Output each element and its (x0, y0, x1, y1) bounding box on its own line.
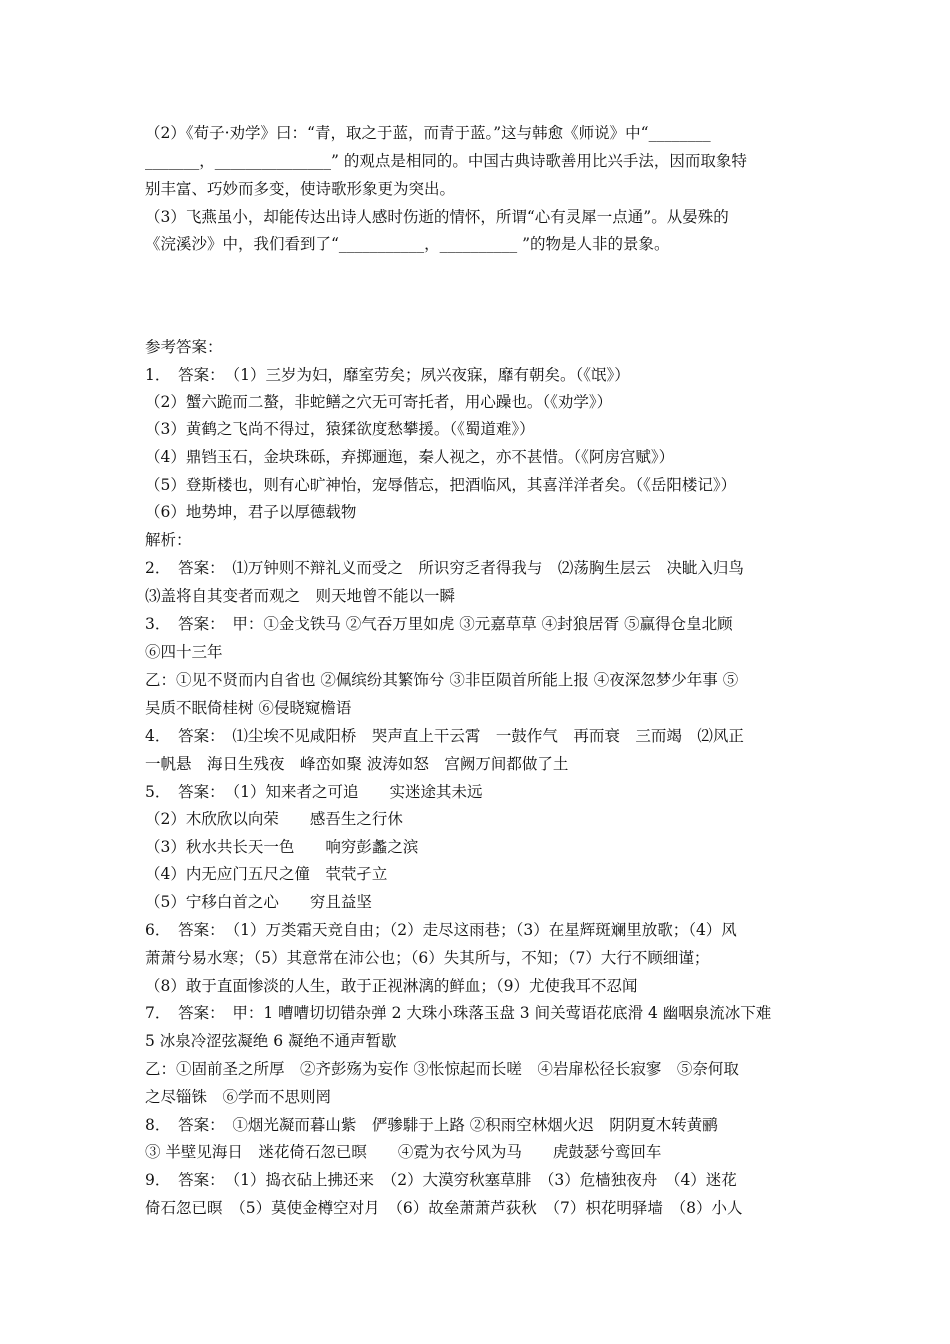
question-2-line-2: _______，_______________” 的观点是相同的。中国古典诗歌善用比兴手法，因而取象特 (145, 152, 747, 170)
answer-line: 9． 答案： （1）捣衣砧上拂还来 （2）大漠穷秋塞草腓 （3）危樯独夜舟 （4）迷花 (145, 1171, 737, 1189)
answer-line: 6． 答案： （1）万类霜天竞自由；（2）走尽这雨巷；（3）在星辉斑斓里放歌；（4）风 (145, 921, 737, 939)
answer-line: （3）秋水共长天一色 响穷彭蠡之滨 (145, 838, 419, 856)
answer-line: 1． 答案： （1）三岁为妇，靡室劳矣；夙兴夜寐，靡有朝矣。（《氓》） (145, 366, 630, 384)
answer-line: 5 冰泉冷涩弦凝绝 6 凝绝不通声暂歇 (145, 1032, 397, 1050)
answers-heading: 参考答案： (145, 338, 223, 356)
answer-line: 之尽锱铢 ⑥学而不思则罔 (145, 1088, 332, 1106)
answer-line: 7． 答案： 甲：1 嘈嘈切切错杂弹 2 大珠小珠落玉盘 3 间关莺语花底滑 4 幽咽泉流冰下难 (145, 1004, 772, 1022)
question-2-line-3: 别丰富、巧妙而多变，使诗歌形象更为突出。 (145, 180, 456, 198)
answer-line: （5）登斯楼也，则有心旷神怡，宠辱偕忘，把酒临风，其喜洋洋者矣。（《岳阳楼记》） (145, 476, 737, 494)
answer-line: 2． 答案： ⑴万钟则不辩礼义而受之 所识穷乏者得我与 ⑵荡胸生层云 决眦入归鸟 (145, 559, 744, 577)
answer-line: 3． 答案： 甲：①金戈铁马 ②气吞万里如虎 ③元嘉草草 ④封狼居胥 ⑤赢得仓皇北顾 (145, 615, 733, 633)
answer-line: 5． 答案： （1）知来者之可追 实迷途其未远 (145, 783, 483, 801)
answer-line: 倚石忽已暝 （5）莫使金樽空对月 （6）故垒萧萧芦荻秋 （7）枳花明驿墙 （8）小人 (145, 1199, 743, 1217)
answer-line: 解析： (145, 531, 192, 549)
answer-line: 萧萧兮易水寒；（5）其意常在沛公也；（6）失其所与，不知；（7）大行不顾细谨； (145, 949, 710, 967)
answer-line: ③ 半壁见海日 迷花倚石忽已暝 ④霓为衣兮风为马 虎鼓瑟兮鸾回车 (145, 1143, 662, 1161)
question-3-line-1: （3）飞燕虽小，却能传达出诗人感时伤逝的情怀，所谓“心有灵犀一点通”。从晏殊的 (145, 208, 729, 226)
answer-line: 8． 答案： ①烟光凝而暮山紫 俨骖騑于上路 ②积雨空林烟火迟 阴阴夏木转黄鹂 (145, 1116, 718, 1134)
answer-line: （4）内无应门五尺之僮 茕茕孑立 (145, 865, 388, 883)
answer-line: （3）黄鹤之飞尚不得过，猿猱欲度愁攀援。（《蜀道难》） (145, 420, 535, 438)
answer-line: （2）蟹六跪而二螯，非蛇鳝之穴无可寄托者，用心躁也。（《劝学》） (145, 393, 613, 411)
answer-line: （4）鼎铛玉石，金块珠砾，弃掷逦迤，秦人视之，亦不甚惜。（《阿房宫赋》） (145, 448, 675, 466)
answer-line: 吴质不眠倚桂树 ⑥侵晓窥檐语 (145, 699, 352, 717)
answer-line: 乙：①固前圣之所厚 ②齐彭殇为妄作 ③怅惊起而长嗟 ④岩扉松径长寂寥 ⑤奈何取 (145, 1060, 739, 1078)
answer-line: （8）敢于直面惨淡的人生，敢于正视淋漓的鲜血；（9）尤使我耳不忍闻 (145, 977, 638, 995)
answer-line: （2）木欣欣以向荣 感吾生之行休 (145, 810, 403, 828)
question-2-line-1: （2）《荀子·劝学》曰：“青，取之于蓝，而青于蓝。”这与韩愈《师说》中“________ (145, 124, 711, 142)
answer-line: （5）宁移白首之心 穷且益坚 (145, 893, 372, 911)
answer-line: 4． 答案： ⑴尘埃不见咸阳桥 哭声直上干云霄 一鼓作气 再而衰 三而竭 ⑵风正 (145, 727, 744, 745)
answer-line: ⑶盖将自其变者而观之 则天地曾不能以一瞬 (145, 587, 456, 605)
answer-line: ⑥四十三年 (145, 643, 223, 661)
answer-line: （6）地势坤，君子以厚德载物 (145, 503, 357, 521)
answer-line: 一帆悬 海日生残夜 峰峦如聚 波涛如怒 宫阙万间都做了土 (145, 755, 569, 773)
answer-line: 乙：①见不贤而内自省也 ②佩缤纷其繁饰兮 ③非臣陨首所能上报 ④夜深忽梦少年事 ⑤ (145, 671, 739, 689)
question-3-line-2: 《浣溪沙》中，我们看到了“___________，__________ ”的物是人非的景象。 (145, 235, 670, 253)
